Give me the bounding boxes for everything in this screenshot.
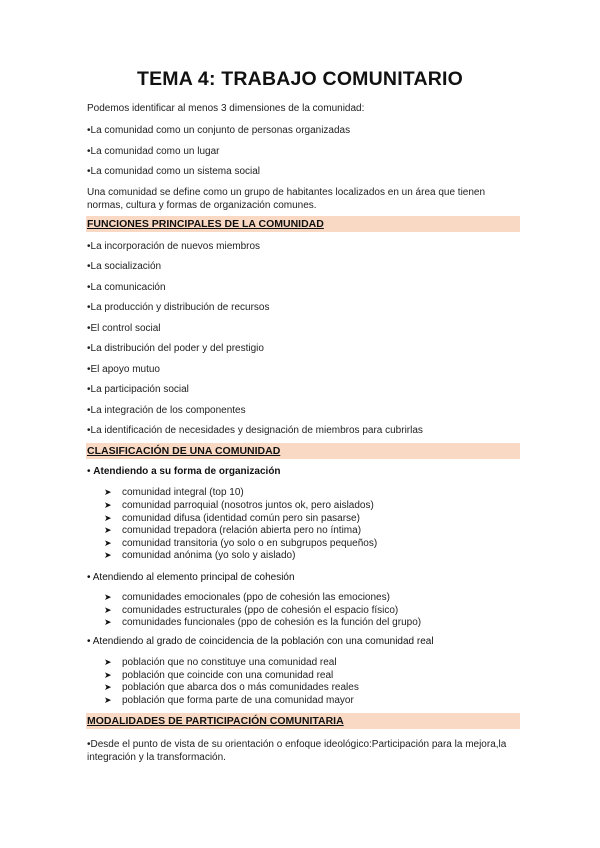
classification-item: ➤ comunidad parroquial (nosotros juntos ok, pero aislados) [104, 500, 374, 511]
classification-item: ➤ comunidad trepadora (relación abierta pero no íntima) [104, 525, 362, 536]
dimension-item: •La comunidad como un sistema social [87, 166, 261, 177]
classification-item: ➤ comunidades funcionales (ppo de cohesión es la función del grupo) [104, 617, 422, 628]
definition-line-2: normas, cultura y formas de organización comunes. [87, 200, 317, 211]
function-item: •La integración de los componentes [87, 405, 246, 416]
arrow-bullet-icon: ➤ [104, 657, 112, 667]
classification-group-heading: • Atendiendo al elemento principal de cohesión [87, 572, 295, 583]
arrow-bullet-icon: ➤ [104, 682, 112, 692]
function-item: •El control social [87, 323, 161, 334]
arrow-bullet-icon: ➤ [104, 538, 112, 548]
arrow-bullet-icon: ➤ [104, 525, 112, 535]
dimension-item: •La comunidad como un conjunto de personas organizadas [87, 125, 351, 136]
classification-item: ➤ comunidad difusa (identidad común pero sin pasarse) [104, 513, 360, 524]
arrow-bullet-icon: ➤ [104, 513, 112, 523]
arrow-bullet-icon: ➤ [104, 592, 112, 602]
intro-text: Podemos identificar al menos 3 dimensiones de la comunidad: [87, 103, 365, 114]
classification-item: ➤ comunidad transitoria (yo solo o en subgrupos pequeños) [104, 538, 378, 549]
function-item: •La socialización [87, 261, 162, 272]
arrow-bullet-icon: ➤ [104, 695, 112, 705]
function-item: •La comunicación [87, 282, 166, 293]
modalities-line-2: integración y la transformación. [87, 752, 226, 763]
modalities-line-1: •Desde el punto de vista de su orientación o enfoque ideológico:Participación para la mejora,la [87, 739, 507, 750]
classification-group-heading: • Atendiendo al grado de coincidencia de la población con una comunidad real [87, 636, 434, 647]
arrow-bullet-icon: ➤ [104, 550, 112, 560]
section-heading-clasificacion: CLASIFICACIÓN DE UNA COMUNIDAD [86, 443, 520, 459]
classification-item: ➤ comunidades estructurales (ppo de cohesión el espacio físico) [104, 605, 399, 616]
function-item: •La identificación de necesidades y designación de miembros para cubrirlas [87, 425, 423, 436]
function-item: •La distribución del poder y del prestigio [87, 343, 264, 354]
section-heading-modalidades: MODALIDADES DE PARTICIPACIÓN COMUNITARIA [86, 713, 520, 729]
function-item: •La participación social [87, 384, 189, 395]
function-item: •El apoyo mutuo [87, 364, 160, 375]
section-heading-funciones: FUNCIONES PRINCIPALES DE LA COMUNIDAD [86, 216, 520, 232]
classification-item: ➤ población que no constituye una comunidad real [104, 657, 337, 668]
classification-item: ➤ población que abarca dos o más comunidades reales [104, 682, 359, 693]
dimension-item: •La comunidad como un lugar [87, 146, 220, 157]
function-item: •La producción y distribución de recursos [87, 302, 270, 313]
function-item: •La incorporación de nuevos miembros [87, 241, 261, 252]
arrow-bullet-icon: ➤ [104, 487, 112, 497]
classification-group-heading: • Atendiendo a su forma de organización [87, 466, 281, 477]
arrow-bullet-icon: ➤ [104, 500, 112, 510]
classification-item: ➤ población que forma parte de una comunidad mayor [104, 695, 354, 706]
definition-line-1: Una comunidad se define como un grupo de habitantes localizados en un área que tienen [87, 187, 486, 198]
arrow-bullet-icon: ➤ [104, 670, 112, 680]
classification-item: ➤ comunidad anónima (yo solo y aislado) [104, 550, 296, 561]
arrow-bullet-icon: ➤ [104, 617, 112, 627]
page-title: TEMA 4: TRABAJO COMUNITARIO [136, 68, 464, 90]
classification-item: ➤ comunidad integral (top 10) [104, 487, 244, 498]
classification-item: ➤ población que coincide con una comunidad real [104, 670, 334, 681]
arrow-bullet-icon: ➤ [104, 605, 112, 615]
classification-item: ➤ comunidades emocionales (ppo de cohesión las emociones) [104, 592, 390, 603]
